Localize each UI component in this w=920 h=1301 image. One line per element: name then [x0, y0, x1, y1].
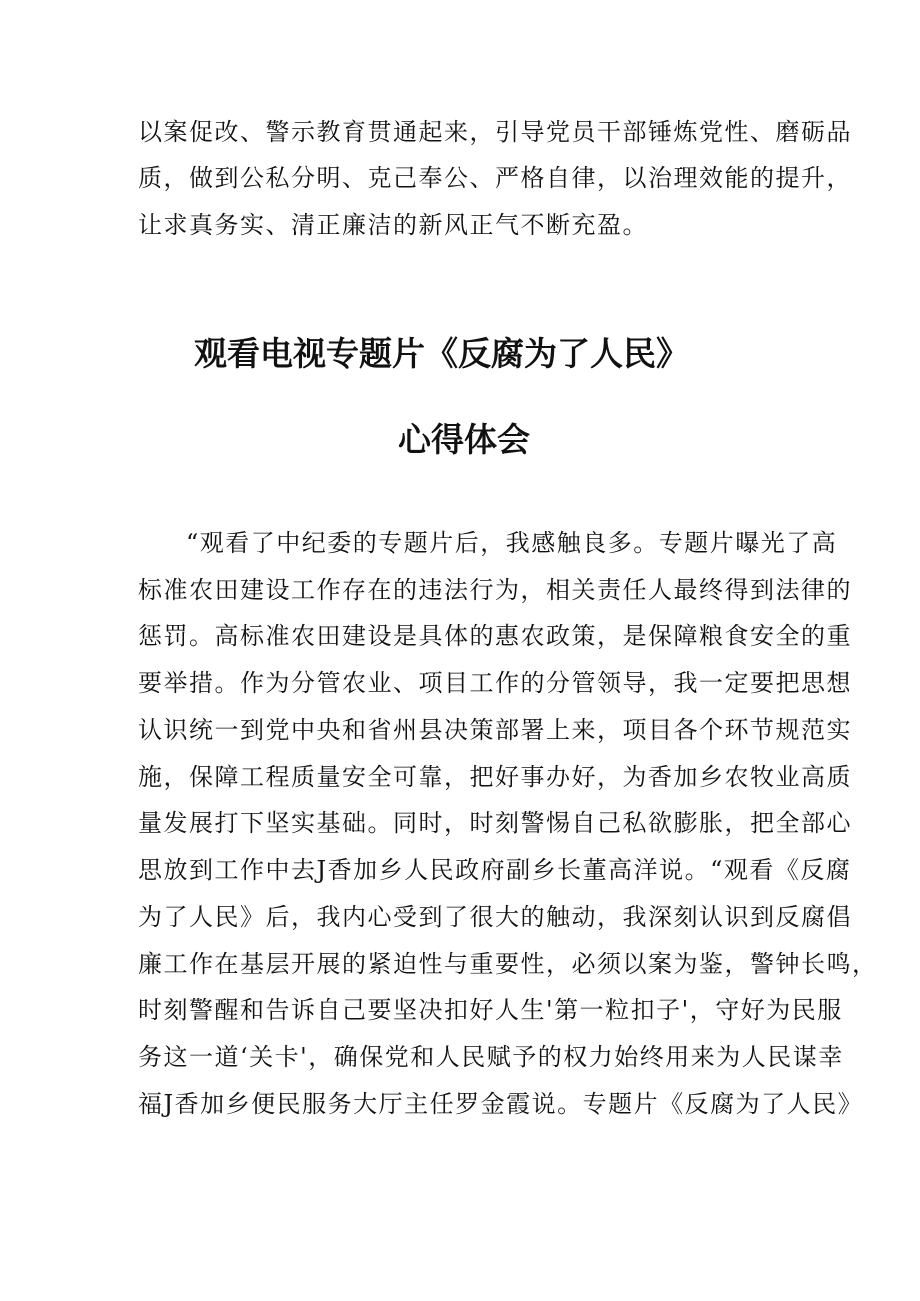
body-line-13: 福J香加乡便民服务大厅主任罗金霞说。专题片《反腐为了人民》: [138, 1090, 864, 1118]
body-line-1: “观看了中纪委的专题片后，我感触良多。专题片曝光了高: [186, 529, 838, 557]
body-line-10: 廉工作在基层开展的紧迫性与重要性，必须以案为鉴，警钟长鸣，: [138, 950, 878, 978]
intro-line-3: 让求真务实、清正廉洁的新风正气不断充盈。: [138, 211, 648, 239]
document-title-line-2: 心得体会: [398, 420, 530, 459]
body-line-4: 要举措。作为分管农业、项目工作的分管领导，我一定要把思想: [138, 669, 852, 697]
body-line-6: 施，保障工程质量安全可靠，把好事办好，为香加乡农牧业高质: [138, 763, 852, 791]
body-line-7: 量发展打下坚实基础。同时，时刻警惕自己私欲膨胀，把全部心: [138, 809, 852, 837]
body-line-2: 标准农田建设工作存在的违法行为，相关责任人最终得到法律的: [138, 576, 852, 604]
document-title-line-1: 观看电视专题片《反腐为了人民》: [194, 334, 689, 373]
intro-line-2: 质，做到公私分明、克己奉公、严格自律，以治理效能的提升，: [138, 164, 852, 192]
body-line-3: 惩罚。高标准农田建设是具体的惠农政策，是保障粮食安全的重: [138, 622, 852, 650]
body-line-5: 认识统一到党中央和省州县决策部署上来，项目各个环节规范实: [138, 716, 852, 744]
body-line-8: 思放到工作中去J香加乡人民政府副乡长董高洋说。“观看《反腐: [138, 856, 852, 884]
body-line-9: 为了人民》后，我内心受到了很大的触动，我深刻认识到反腐倡: [138, 903, 852, 931]
intro-line-1: 以案促改、警示教育贯通起来，引导党员干部锤炼党性、磨砺品: [138, 118, 852, 146]
body-line-12: 务这一道‘关卡'，确保党和人民赋予的权力始终用来为人民谋幸: [138, 1043, 844, 1071]
body-line-11: 时刻警醒和告诉自己要坚决扣好人生'第一粒扣子'，守好为民服: [138, 996, 843, 1024]
